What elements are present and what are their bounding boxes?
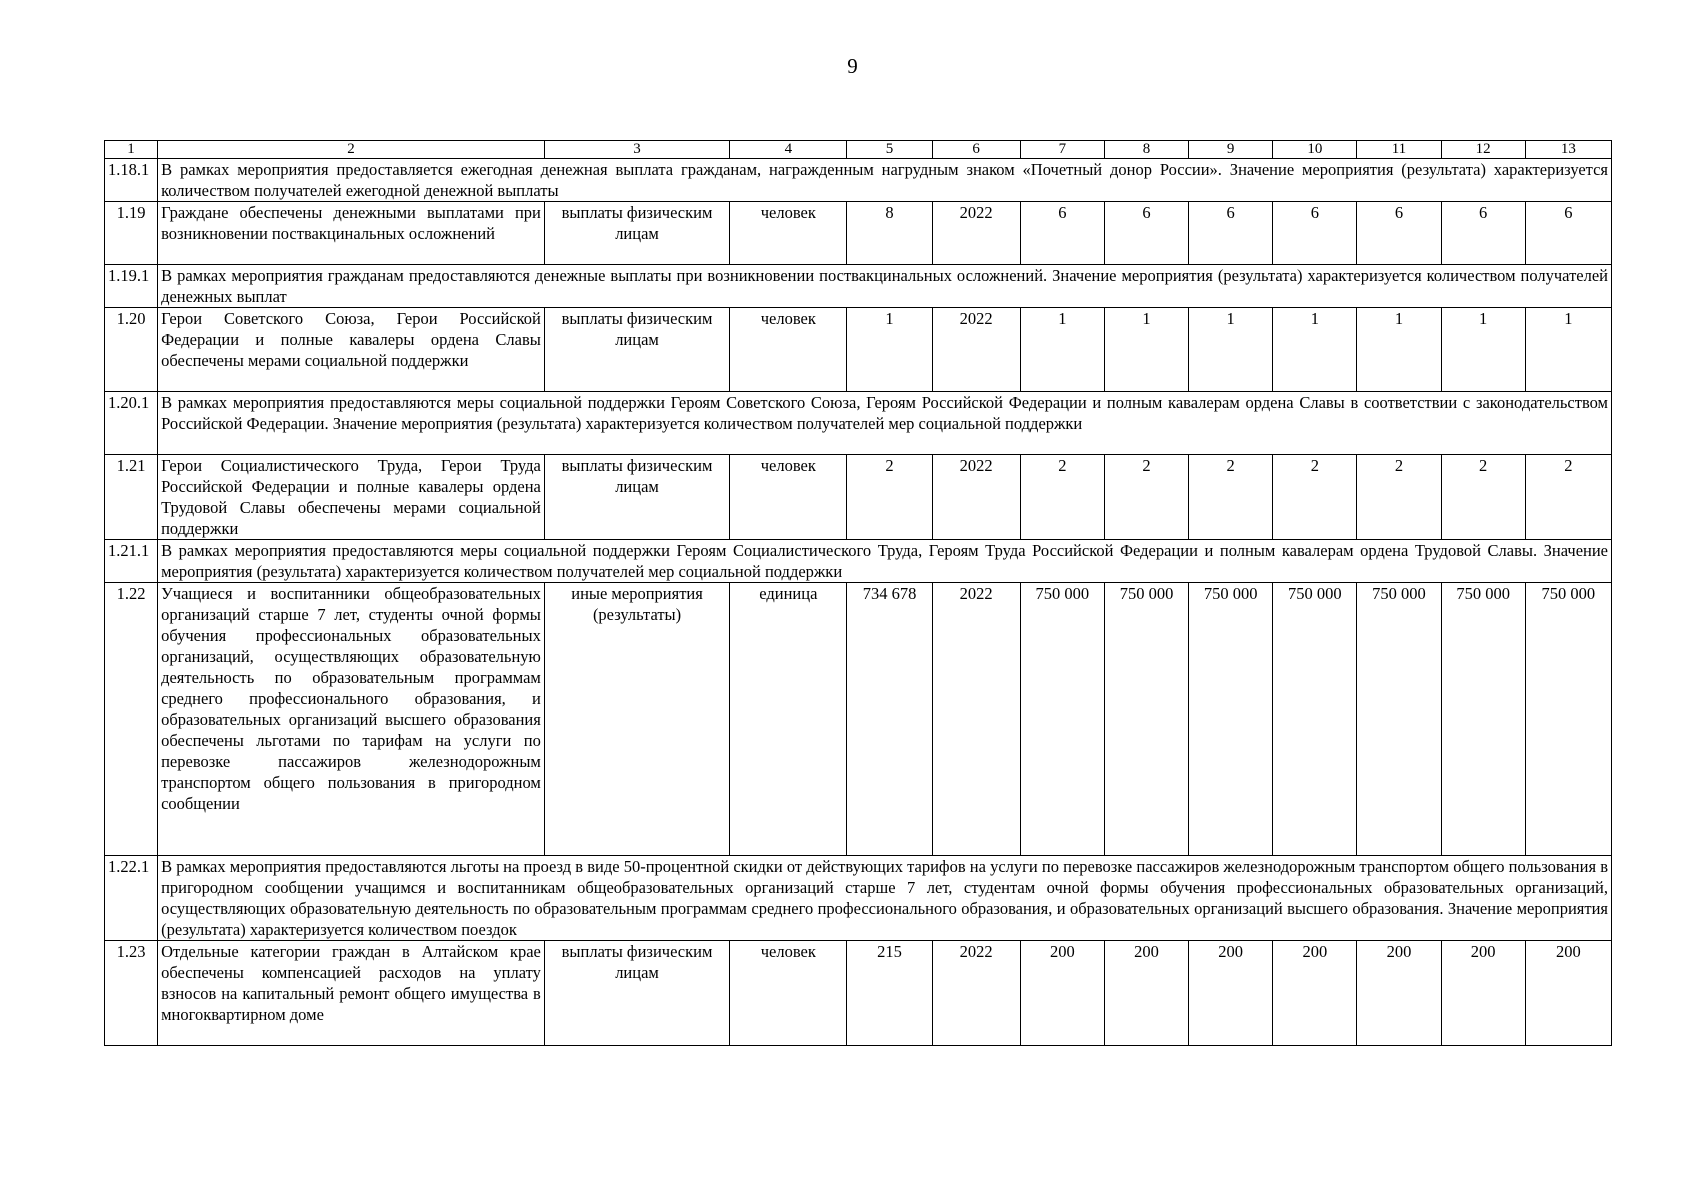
indicator-type: выплаты физическим лицам	[544, 308, 729, 392]
year-value: 200	[1189, 941, 1273, 1046]
header-cell: 3	[544, 141, 729, 159]
page-number: 9	[847, 54, 858, 78]
header-cell: 13	[1525, 141, 1611, 159]
year-value: 750 000	[1441, 583, 1525, 856]
year-value: 6	[1525, 202, 1611, 265]
year-value: 750 000	[1189, 583, 1273, 856]
header-cell: 7	[1020, 141, 1104, 159]
year-value: 1	[1357, 308, 1441, 392]
base-value: 215	[847, 941, 932, 1046]
header-cell: 9	[1189, 141, 1273, 159]
row-code: 1.20.1	[105, 392, 158, 455]
indicator-name: Граждане обеспечены денежными выплатами при возникновении поствакцинальных осложнений	[158, 202, 545, 265]
header-cell: 4	[730, 141, 847, 159]
base-year: 2022	[932, 455, 1020, 540]
year-value: 2	[1357, 455, 1441, 540]
description-text: В рамках мероприятия предоставляется ежегодная денежная выплата гражданам, награжденным нагрудным знаком «Почетный донор России». Значение мероприятия (результата) характеризуется количеством получателей ежегодной денежной выплаты	[158, 159, 1612, 202]
year-value: 1	[1273, 308, 1357, 392]
year-value: 750 000	[1020, 583, 1104, 856]
year-value: 2	[1104, 455, 1188, 540]
header-cell: 8	[1104, 141, 1188, 159]
year-value: 2	[1525, 455, 1611, 540]
base-value: 1	[847, 308, 932, 392]
row-code: 1.20	[105, 308, 158, 392]
description-row	[105, 856, 1612, 941]
year-value: 1	[1104, 308, 1188, 392]
indicator-row	[105, 455, 1612, 540]
unit-of-measure: единица	[730, 583, 847, 856]
header-cell: 2	[158, 141, 545, 159]
indicator-type: выплаты физическим лицам	[544, 455, 729, 540]
description-row	[105, 392, 1612, 455]
year-value: 2	[1189, 455, 1273, 540]
description-text: В рамках мероприятия предоставляются меры социальной поддержки Героям Социалистического Труда, Героям Труда Российской Федерации и полным кавалерам ордена Трудовой Славы. Значение мероприятия (результата) характеризуется количеством получателей мер социальной поддержки	[158, 540, 1612, 583]
year-value: 2	[1441, 455, 1525, 540]
row-code: 1.19	[105, 202, 158, 265]
indicator-type: выплаты физическим лицам	[544, 202, 729, 265]
description-row	[105, 540, 1612, 583]
year-value: 750 000	[1357, 583, 1441, 856]
indicator-name: Герои Социалистического Труда, Герои Труда Российской Федерации и полные кавалеры ордена Трудовой Славы обеспечены мерами социальной поддержки	[158, 455, 545, 540]
description-row	[105, 265, 1612, 308]
year-value: 1	[1441, 308, 1525, 392]
year-value: 200	[1357, 941, 1441, 1046]
indicator-name: Герои Советского Союза, Герои Российской Федерации и полные кавалеры ордена Славы обеспечены мерами социальной поддержки	[158, 308, 545, 392]
year-value: 6	[1273, 202, 1357, 265]
header-cell: 10	[1273, 141, 1357, 159]
year-value: 6	[1441, 202, 1525, 265]
year-value: 1	[1525, 308, 1611, 392]
description-text: В рамках мероприятия гражданам предоставляются денежные выплаты при возникновении поствакцинальных осложнений. Значение мероприятия (результата) характеризуется количеством получателей денежных выплат	[158, 265, 1612, 308]
unit-of-measure: человек	[730, 308, 847, 392]
row-code: 1.23	[105, 941, 158, 1046]
unit-of-measure: человек	[730, 202, 847, 265]
year-value: 750 000	[1104, 583, 1188, 856]
year-value: 2	[1273, 455, 1357, 540]
indicator-row	[105, 583, 1612, 856]
base-value: 2	[847, 455, 932, 540]
unit-of-measure: человек	[730, 941, 847, 1046]
header-cell: 1	[105, 141, 158, 159]
row-code: 1.18.1	[105, 159, 158, 202]
base-year: 2022	[932, 941, 1020, 1046]
base-year: 2022	[932, 202, 1020, 265]
column-number-header	[105, 141, 1612, 159]
year-value: 6	[1189, 202, 1273, 265]
header-cell: 5	[847, 141, 932, 159]
indicator-name: Отдельные категории граждан в Алтайском крае обеспечены компенсацией расходов на уплату взносов на капитальный ремонт общего имущества в многоквартирном доме	[158, 941, 545, 1046]
row-code: 1.21	[105, 455, 158, 540]
year-value: 200	[1525, 941, 1611, 1046]
year-value: 6	[1104, 202, 1188, 265]
year-value: 200	[1273, 941, 1357, 1046]
year-value: 200	[1441, 941, 1525, 1046]
base-year: 2022	[932, 308, 1020, 392]
year-value: 200	[1104, 941, 1188, 1046]
year-value: 6	[1357, 202, 1441, 265]
header-cell: 12	[1441, 141, 1525, 159]
year-value: 6	[1020, 202, 1104, 265]
unit-of-measure: человек	[730, 455, 847, 540]
description-text: В рамках мероприятия предоставляются меры социальной поддержки Героям Советского Союза, Героям Российской Федерации и полным кавалерам ордена Славы в соответствии с законодательством Российской Федерации. Значение мероприятия (результата) характеризуется количеством получателей мер социальной поддержки	[158, 392, 1612, 455]
year-value: 750 000	[1273, 583, 1357, 856]
header-cell: 6	[932, 141, 1020, 159]
base-year: 2022	[932, 583, 1020, 856]
year-value: 750 000	[1525, 583, 1611, 856]
header-cell: 11	[1357, 141, 1441, 159]
indicator-row	[105, 941, 1612, 1046]
base-value: 734 678	[847, 583, 932, 856]
indicator-name: Учащиеся и воспитанники общеобразовательных организаций старше 7 лет, студенты очной формы обучения профессиональных образовательных организаций, осуществляющих образовательную деятельность по образовательным программам среднего профессионального образования, и образовательных организаций высшего образования обеспечены льготами по тарифам на услуги по перевозке пассажиров железнодорожным транспортом общего пользования в пригородном сообщении	[158, 583, 545, 856]
base-value: 8	[847, 202, 932, 265]
row-code: 1.22.1	[105, 856, 158, 941]
year-value: 2	[1020, 455, 1104, 540]
year-value: 1	[1189, 308, 1273, 392]
row-code: 1.22	[105, 583, 158, 856]
indicator-type: выплаты физическим лицам	[544, 941, 729, 1046]
row-code: 1.19.1	[105, 265, 158, 308]
description-text: В рамках мероприятия предоставляются льготы на проезд в виде 50-процентной скидки от действующих тарифов на услуги по перевозке пассажиров железнодорожным транспортом общего пользования в пригородном сообщении учащимся и воспитанникам общеобразовательных организаций старше 7 лет, студентам очной формы обучения профессиональных образовательных организаций, осуществляющих образовательную деятельность по образовательным программам среднего профессионального образования, и образовательных организаций высшего образования. Значение мероприятия (результата) характеризуется количеством поездок	[158, 856, 1612, 941]
indicator-type: иные мероприятия (результаты)	[544, 583, 729, 856]
year-value: 200	[1020, 941, 1104, 1046]
description-row	[105, 159, 1612, 202]
indicator-row	[105, 202, 1612, 265]
indicator-row	[105, 308, 1612, 392]
year-value: 1	[1020, 308, 1104, 392]
row-code: 1.21.1	[105, 540, 158, 583]
indicators-table	[104, 140, 1612, 1046]
